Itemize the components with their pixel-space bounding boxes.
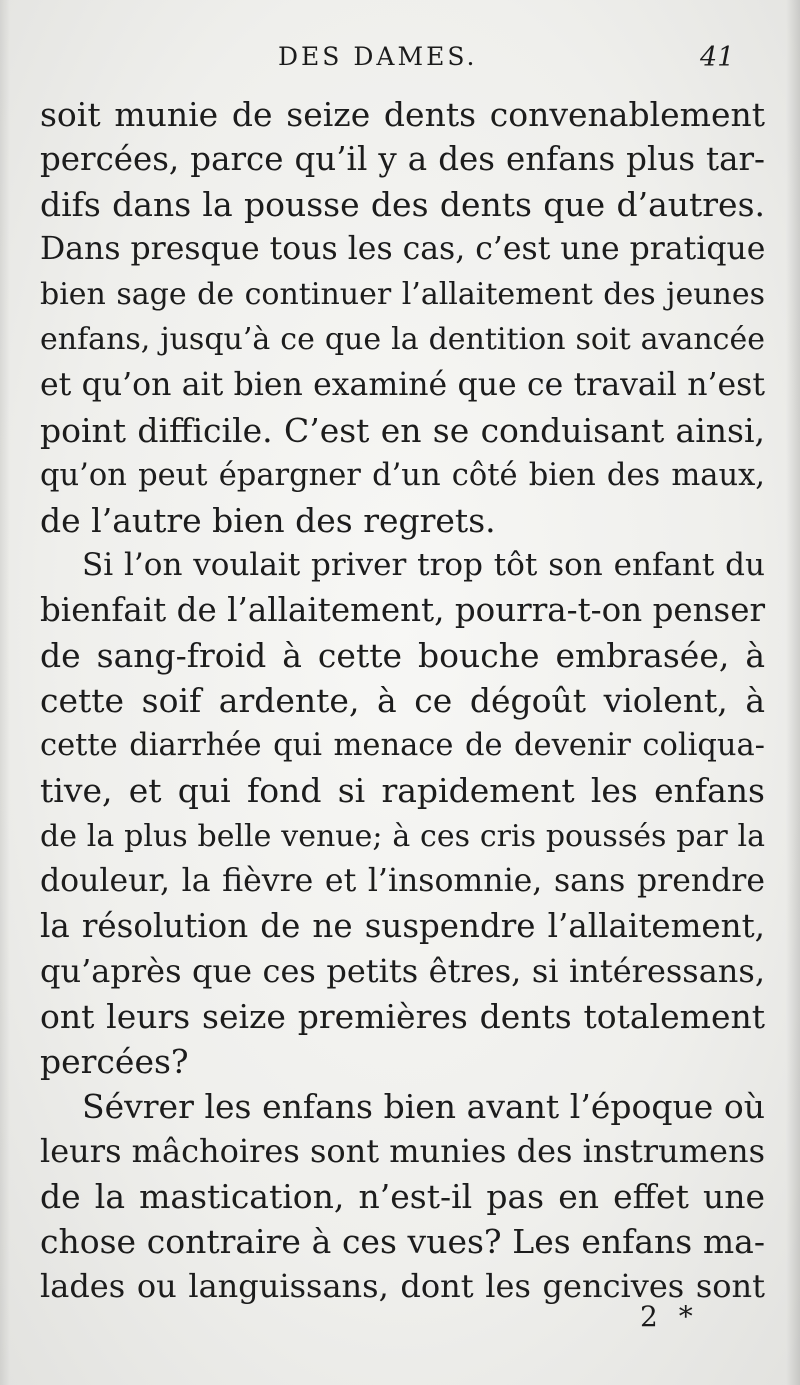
text-line: Dans presque tous les cas, c’est une pratique — [40, 231, 766, 268]
text-line: qu’après que ces petits êtres, si intéressans, — [40, 951, 765, 990]
text-line: cette soif ardente, à ce dégoût violent, à — [40, 681, 765, 721]
paragraph-3 — [40, 1084, 765, 1309]
text-line: ont leurs seize premières dents totalement — [40, 996, 765, 1036]
running-head: DES DAMES. — [278, 42, 478, 71]
text-line: de la mastication, n’est-il pas en effet une — [40, 1177, 765, 1217]
text-line: tive, et qui fond si rapidement les enfans — [40, 771, 765, 811]
page-edge-shadow-right — [786, 0, 800, 1385]
text-line: et qu’on ait bien examiné que ce travail n’est — [40, 366, 765, 403]
text-line: douleur, la fièvre et l’insomnie, sans prendre — [40, 862, 765, 899]
text-line: percées? — [40, 1041, 189, 1081]
text-line: cette diarrhée qui menace de devenir coliqua- — [40, 728, 765, 764]
paragraph-2 — [40, 543, 765, 1084]
text-line: chose contraire à ces vues? Les enfans ma- — [40, 1222, 765, 1262]
text-line: point difficile. C’est en se conduisant ainsi, — [40, 410, 765, 450]
text-line: qu’on peut épargner d’un côté bien des maux, — [40, 457, 765, 493]
text-line: lades ou languissans, dont les gencives sont — [40, 1267, 765, 1306]
text-line: leurs mâchoires sont munies des instrumens — [40, 1132, 765, 1171]
page-edge-shadow-left — [0, 0, 10, 1385]
paragraph-1 — [40, 92, 765, 543]
text-line: de l’autre bien des regrets. — [40, 500, 496, 540]
page-number: 41 — [700, 42, 735, 73]
text-line: percées, parce qu’il y a des enfans plus tar- — [40, 140, 765, 179]
text-line: Si l’on voulait priver trop tôt son enfant du — [82, 546, 765, 583]
text-line: Sévrer les enfans bien avant l’époque où — [82, 1087, 765, 1127]
body-text — [40, 92, 765, 1310]
text-line: de sang-froid à cette bouche embrasée, à — [40, 636, 765, 676]
text-line: difs dans la pousse des dents que d’autres. — [40, 185, 765, 225]
text-line: enfans, jusqu’à ce que la dentition soit avancée — [40, 322, 765, 358]
text-line: la résolution de ne suspendre l’allaitement, — [40, 906, 765, 945]
text-line: de la plus belle venue; à ces cris poussés par la — [40, 818, 765, 854]
text-line: bienfait de l’allaitement, pourra-t-on penser — [40, 591, 765, 630]
text-line: bien sage de continuer l’allaitement des jeunes — [40, 277, 765, 313]
text-line: soit munie de seize dents convenablement — [40, 95, 765, 134]
signature-mark: 2 * — [640, 1300, 699, 1333]
